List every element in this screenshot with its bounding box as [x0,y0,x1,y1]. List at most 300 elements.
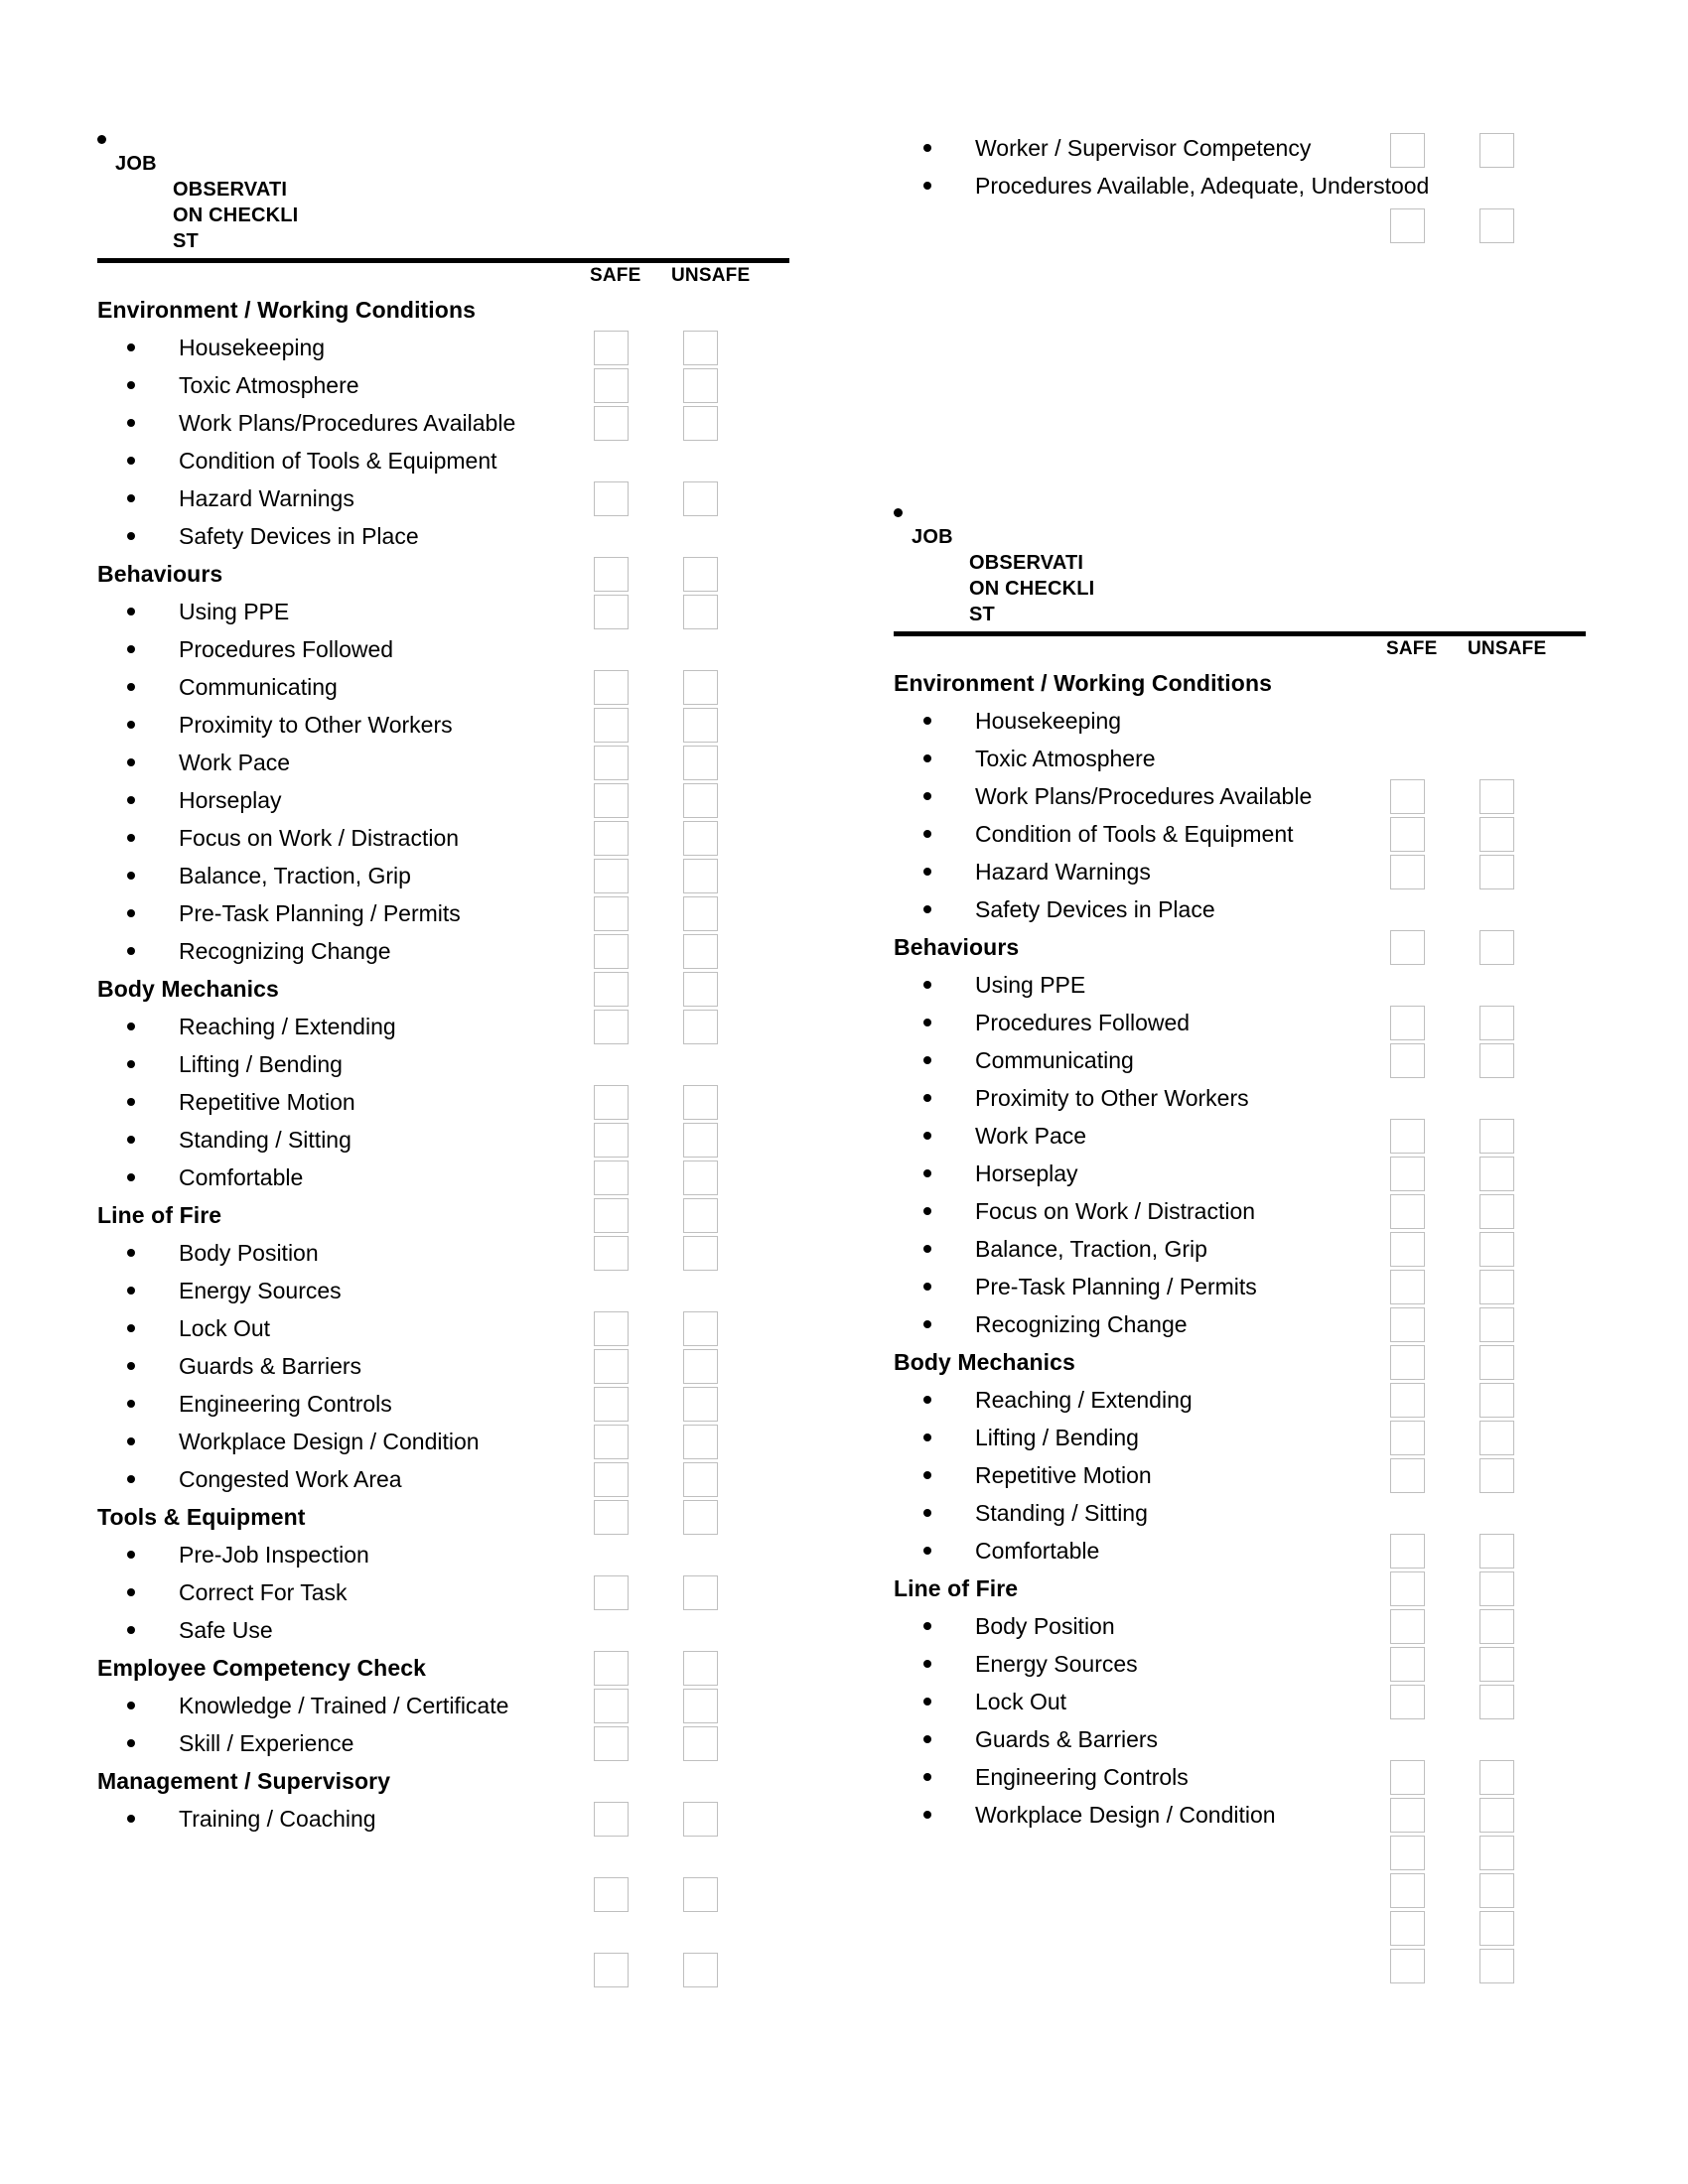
bullet-icon [923,717,931,725]
bullet-icon [127,909,135,917]
bullet-icon [923,754,931,762]
title-line-observation-checklist: OBSERVATION CHECKLIST [173,179,299,252]
checkbox-safe[interactable] [594,896,629,931]
bullet-icon [923,1622,931,1630]
checkbox-safe[interactable] [594,1425,629,1459]
checklist-item-label: Housekeeping [179,335,326,360]
checklist-item-label: Balance, Traction, Grip [179,863,411,888]
bullet-icon [127,1588,135,1596]
checklist-item-label: Work Pace [179,750,291,775]
section-title: Behaviours [894,934,1020,960]
bullet-icon [127,1437,135,1445]
checklist-item [894,702,1609,740]
checkbox-unsafe[interactable] [683,1123,718,1158]
checkbox-safe[interactable] [594,934,629,969]
checklist-item-label: Energy Sources [179,1278,342,1303]
checkbox-unsafe[interactable] [683,1651,718,1686]
bullet-icon [127,947,135,955]
checkbox-unsafe[interactable] [683,783,718,818]
bullet-icon [923,1660,931,1668]
bullet-icon [127,1362,135,1370]
checklist-item-label: Standing / Sitting [179,1127,352,1153]
checkbox-safe[interactable] [1390,1685,1425,1719]
checkbox-safe[interactable] [594,1010,629,1044]
checkbox-unsafe[interactable] [1479,930,1514,965]
checkbox-unsafe[interactable] [1479,1534,1514,1569]
column-header-safe: SAFE [590,265,641,286]
checklist-item [97,1272,812,1309]
bullet-icon [127,1023,135,1030]
checklist-item-label-first: Worker / Supervisor [975,135,1177,161]
checklist-item-label: Toxic Atmosphere [975,746,1156,771]
checklist-item-label: Housekeeping [975,708,1122,734]
checkbox-unsafe[interactable] [1479,779,1514,814]
checklist-item-label-first: Knowledge / Trained / [179,1693,400,1718]
checkbox-safe[interactable] [594,595,629,629]
checkbox-safe[interactable] [1390,1534,1425,1569]
checkbox-safe[interactable] [594,1500,629,1535]
column-header-unsafe: UNSAFE [671,265,751,286]
checklist-item-label: Congested Work Area [179,1466,402,1492]
checklist-item-label: Reaching / Extending [179,1014,396,1039]
checkbox-safe[interactable] [594,1311,629,1346]
checkbox-safe[interactable] [594,1123,629,1158]
checklist-item-label: Comfortable [975,1538,1100,1564]
checkbox-safe[interactable] [594,331,629,365]
checklist-item-label: Procedures Available, Adequate, Understood [894,167,1609,205]
checkbox-safe[interactable] [594,1236,629,1271]
checkbox-unsafe[interactable] [683,481,718,516]
checklist-item-label: Lock Out [179,1315,271,1341]
checkbox-safe[interactable] [594,368,629,403]
checkbox-safe[interactable] [594,746,629,780]
continuation-spacer [894,205,1609,502]
section-title: Body Mechanics [894,1349,1075,1375]
checkbox-safe[interactable] [1390,1270,1425,1304]
bullet-icon [127,1626,135,1634]
checkbox-safe[interactable] [1390,1383,1425,1418]
bullet-icon [127,1136,135,1144]
checkbox-safe[interactable] [1390,1873,1425,1908]
checkbox-safe[interactable] [1390,1043,1425,1078]
checkbox-safe[interactable] [594,406,629,441]
bullet-icon [923,1094,931,1102]
checkbox-unsafe[interactable] [1479,1949,1514,1983]
checkbox-safe[interactable] [1390,1194,1425,1229]
checkbox-safe[interactable] [594,1726,629,1761]
section-title: Environment / Working Conditions [97,297,476,323]
bullet-icon [923,1471,931,1479]
checklist-item-label: Engineering Controls [179,1391,392,1417]
checkbox-unsafe[interactable] [1479,1119,1514,1154]
bullet-icon [923,830,931,838]
bullet-icon [923,1056,931,1064]
left-column [97,129,812,1838]
checkbox-unsafe[interactable] [1479,1421,1514,1455]
bullet-icon [923,1811,931,1819]
section-title: Behaviours [97,561,223,587]
checklist-item [894,966,1609,1004]
right-column [894,129,1609,1834]
checklist-item-label: Skill / Experience [179,1730,354,1756]
checklist-item-label: Comfortable [179,1164,304,1190]
checkbox-unsafe[interactable] [683,670,718,705]
checklist-item-label: Procedures Followed [179,636,394,662]
checkbox-unsafe[interactable] [1479,1836,1514,1870]
checkbox-unsafe[interactable] [1479,855,1514,889]
checklist-item [97,1611,812,1649]
checkbox-safe[interactable] [594,1651,629,1686]
checklist-item-label: Reaching / Extending [975,1387,1193,1413]
bullet-icon [923,1132,931,1140]
title-bullet-icon [97,135,106,144]
checkbox-unsafe[interactable] [1479,1685,1514,1719]
checklist-item-label: Energy Sources [975,1651,1138,1677]
checklist-item-label: Training / Coaching [179,1806,376,1832]
title-line-observation-checklist: OBSERVATION CHECKLIST [969,552,1095,625]
checklist-item-label: Hazard Warnings [975,859,1151,885]
checkbox-safe[interactable] [594,1160,629,1195]
checklist-item-label-first: Work Plans/Procedures [975,783,1215,809]
checklist-item-label: Focus on Work / Distraction [179,825,460,851]
checklist-item-label-first: Workplace Design / [179,1429,376,1454]
checkbox-unsafe[interactable] [683,1198,718,1233]
bullet-icon [923,1735,931,1743]
checkbox-unsafe[interactable] [683,1311,718,1346]
checklist-item-label: Pre-Task Planning / Permits [975,1274,1257,1299]
checkbox-unsafe[interactable] [683,1236,718,1271]
checkbox-safe[interactable] [1390,1119,1425,1154]
checkbox-safe[interactable] [1390,855,1425,889]
checkbox-unsafe[interactable] [683,859,718,893]
checklist-item [894,1079,1609,1117]
bullet-icon [127,872,135,880]
checkbox-safe[interactable] [1390,1911,1425,1946]
bullet-icon [127,1287,135,1295]
bullet-icon [923,1245,931,1253]
bullet-icon [923,182,931,190]
left-column-inner [97,129,812,1838]
checkbox-safe[interactable] [594,1349,629,1384]
section-title: Employee Competency Check [97,1655,427,1681]
checkbox-unsafe[interactable] [1479,1270,1514,1304]
checkbox-safe[interactable] [1390,779,1425,814]
checkbox-safe[interactable] [594,1953,629,1987]
checkbox-unsafe[interactable] [683,595,718,629]
checklist-item-label: Safe Use [179,1617,273,1643]
checklist-item-label: Condition of Tools & Equipment [894,815,1609,853]
checkbox-safe[interactable] [1390,1232,1425,1267]
checkbox-safe[interactable] [594,708,629,743]
title-bullet-icon [894,508,903,517]
checklist-item-label: Standing / Sitting [975,1500,1148,1526]
column-headers [97,263,812,291]
checklist-item-label-first: Workplace Design / [975,1802,1173,1828]
checkbox-unsafe[interactable] [1479,1383,1514,1418]
checkbox-unsafe[interactable] [683,821,718,856]
checklist-item-label: Horseplay [179,787,282,813]
checklist-item-label: Safety Devices in Place [975,896,1215,922]
right-column-inner [894,129,1609,1834]
bullet-icon [127,683,135,691]
bullet-icon [127,1249,135,1257]
checklist-item-label-first: Condition of Tools & [975,821,1179,847]
checkbox-unsafe[interactable] [683,1575,718,1610]
checklist-item-label: Hazard Warnings [179,485,354,511]
checklist-item-label: Focus on Work / Distraction [975,1198,1256,1224]
checklist-item [894,167,1609,205]
bullet-icon [127,1173,135,1181]
checkbox-safe[interactable] [1390,1345,1425,1380]
bullet-icon [127,532,135,540]
checklist-item-label-first: Procedures Available, [975,173,1196,199]
bullet-icon [923,1320,931,1328]
checklist-item-label: Pre-Job Inspection [179,1542,369,1568]
bullet-icon [127,645,135,653]
checklist-item-label: Correct For Task [179,1579,348,1605]
checkbox-unsafe[interactable] [683,1387,718,1422]
checkbox-unsafe[interactable] [683,896,718,931]
checkbox-safe[interactable] [1390,1949,1425,1983]
bullet-icon [923,1773,931,1781]
checklist-item-label: Repetitive Motion [975,1462,1152,1488]
checklist-item-label: Work Plans/Procedures Available [894,777,1609,815]
checkbox-unsafe[interactable] [683,1953,718,1987]
checklist-item-label: Repetitive Motion [179,1089,355,1115]
checklist-item-label: Safety Devices in Place [179,523,419,549]
checkbox-safe[interactable] [1390,1798,1425,1833]
checkbox-safe[interactable] [594,859,629,893]
checklist-item-label: Work Pace [975,1123,1087,1149]
checkbox-safe[interactable] [1390,1836,1425,1870]
checklist-item-label: Worker / Supervisor Competency [894,129,1609,167]
checkbox-unsafe[interactable] [1479,208,1514,243]
checkbox-safe[interactable] [1390,930,1425,965]
checkbox-unsafe[interactable] [1479,1647,1514,1682]
bullet-icon [923,868,931,876]
checkbox-unsafe[interactable] [683,1802,718,1837]
checkbox-safe[interactable] [1390,1006,1425,1040]
bullet-icon [127,834,135,842]
bullet-icon [127,494,135,502]
checkbox-safe[interactable] [594,972,629,1007]
checkbox-unsafe[interactable] [683,746,718,780]
section-title: Line of Fire [97,1202,222,1228]
checkbox-unsafe[interactable] [1479,1345,1514,1380]
checkbox-unsafe[interactable] [683,1500,718,1535]
title-line-job: JOB [912,526,953,548]
checkbox-unsafe[interactable] [1479,1911,1514,1946]
checkbox-unsafe[interactable] [1479,133,1514,168]
column-headers [894,636,1609,664]
bullet-icon [127,1324,135,1332]
section-title: Environment / Working Conditions [894,670,1272,696]
checklist-item-label: Workplace Design / Condition [894,1796,1609,1834]
checkbox-safe[interactable] [594,1462,629,1497]
checkbox-unsafe[interactable] [683,972,718,1007]
checklist-item-label: Body Position [179,1240,319,1266]
bullet-icon [923,1698,931,1706]
checkbox-unsafe[interactable] [1479,1458,1514,1493]
checkbox-unsafe[interactable] [683,1010,718,1044]
checkbox-safe[interactable] [594,1085,629,1120]
checklist-item-label: Proximity to Other Workers [975,1085,1249,1111]
checklist-item [97,1045,812,1083]
checkbox-safe[interactable] [1390,1458,1425,1493]
checkbox-unsafe[interactable] [1479,1232,1514,1267]
checkbox-unsafe[interactable] [1479,1571,1514,1606]
checkbox-unsafe[interactable] [683,1349,718,1384]
checkbox-unsafe[interactable] [683,1689,718,1723]
checklist-item-label: Guards & Barriers [179,1353,362,1379]
bullet-icon [923,905,931,913]
bullet-icon [923,1433,931,1441]
bullet-icon [923,1509,931,1517]
bullet-icon [127,1739,135,1747]
checkbox-unsafe[interactable] [1479,1873,1514,1908]
checklist-item-label: Engineering Controls [975,1764,1189,1790]
checkbox-unsafe[interactable] [683,1726,718,1761]
checkbox-unsafe[interactable] [1479,1006,1514,1040]
checklist-item-label: Condition of Tools & Equipment [97,442,812,479]
column-header-unsafe: UNSAFE [1468,638,1547,659]
checklist-item [894,890,1609,928]
checklist-item [97,1536,812,1573]
checkbox-safe[interactable] [1390,1760,1425,1795]
bullet-icon [127,1551,135,1559]
checkbox-unsafe[interactable] [683,557,718,592]
section-title: Management / Supervisory [97,1768,391,1794]
checklist-item-label: Lock Out [975,1689,1067,1714]
bullet-icon [923,1547,931,1555]
checklist-item [97,517,812,555]
section-title: Line of Fire [894,1575,1019,1601]
bullet-icon [127,343,135,351]
bullet-icon [127,758,135,766]
bullet-icon [127,1098,135,1106]
checkbox-safe[interactable] [594,1689,629,1723]
checkbox-unsafe[interactable] [1479,1157,1514,1191]
checkbox-unsafe[interactable] [1479,1760,1514,1795]
checkbox-safe[interactable] [1390,133,1425,168]
checkbox-unsafe[interactable] [1479,1043,1514,1078]
bullet-icon [923,1207,931,1215]
bullet-icon [127,721,135,729]
column-header-safe: SAFE [1386,638,1438,659]
checklist-item-label: Guards & Barriers [975,1726,1159,1752]
checkbox-safe[interactable] [594,783,629,818]
checklist-item-label: Proximity to Other Workers [179,712,453,738]
checklist-item [97,442,812,479]
checklist-item [894,1494,1609,1532]
bullet-icon [127,1475,135,1483]
bullet-icon [127,1815,135,1823]
checklist-item-label: Lifting / Bending [975,1425,1139,1450]
document-title-block [894,502,1609,627]
checklist-item-label: Using PPE [975,972,1086,998]
checkbox-unsafe[interactable] [683,1160,718,1195]
checklist-item-label: Communicating [179,674,338,700]
checkbox-unsafe[interactable] [683,1425,718,1459]
checkbox-unsafe[interactable] [1479,817,1514,852]
checkbox-unsafe[interactable] [683,406,718,441]
checkbox-safe[interactable] [594,557,629,592]
section-title: Tools & Equipment [97,1504,306,1530]
checkbox-safe[interactable] [1390,1421,1425,1455]
checkbox-unsafe[interactable] [683,1462,718,1497]
section-title: Body Mechanics [97,976,279,1002]
checklist-item-label: Body Position [975,1613,1115,1639]
checklist-item-label: Procedures Followed [975,1010,1191,1035]
checklist-item-label: Using PPE [179,599,290,624]
checklist-item-label: Communicating [975,1047,1134,1073]
checkbox-safe[interactable] [1390,1307,1425,1342]
checkbox-unsafe[interactable] [1479,1307,1514,1342]
checkbox-unsafe[interactable] [683,934,718,969]
checklist-item [97,630,812,668]
checkbox-safe[interactable] [1390,1647,1425,1682]
checkbox-safe[interactable] [594,481,629,516]
checkbox-unsafe[interactable] [1479,1609,1514,1644]
checkbox-unsafe[interactable] [683,708,718,743]
checkbox-unsafe[interactable] [683,368,718,403]
checkbox-unsafe[interactable] [683,331,718,365]
bullet-icon [127,1400,135,1408]
checklist-item-label: Balance, Traction, Grip [975,1236,1207,1262]
checkbox-unsafe[interactable] [683,1085,718,1120]
checklist-item [894,1720,1609,1758]
checkbox-unsafe[interactable] [1479,1798,1514,1833]
checkbox-unsafe[interactable] [683,1877,718,1912]
checkbox-safe[interactable] [1390,1157,1425,1191]
checkbox-unsafe[interactable] [1479,1194,1514,1229]
checklist-item-label: Workplace Design / Condition [97,1423,812,1460]
checkbox-safe[interactable] [594,1575,629,1610]
checkbox-safe[interactable] [1390,817,1425,852]
checklist-item-label: Recognizing Change [975,1311,1188,1337]
checklist-item-label-first: Work Plans/Procedures [179,410,419,436]
checkbox-safe[interactable] [1390,208,1425,243]
bullet-icon [127,1702,135,1709]
checkbox-safe[interactable] [594,821,629,856]
bullet-icon [127,796,135,804]
checkbox-safe[interactable] [1390,1609,1425,1644]
bullet-icon [923,1169,931,1177]
checkbox-safe[interactable] [1390,1571,1425,1606]
bullet-icon [127,457,135,465]
bullet-icon [127,608,135,615]
checkbox-safe[interactable] [594,1877,629,1912]
bullet-icon [127,381,135,389]
bullet-icon [923,144,931,152]
checkbox-safe[interactable] [594,1387,629,1422]
checkbox-safe[interactable] [594,1802,629,1837]
title-line-job: JOB [115,153,157,175]
bullet-icon [127,419,135,427]
checklist-item-label: Knowledge / Trained / Certificate [97,1687,812,1724]
checklist-item-label: Work Plans/Procedures Available [97,404,812,442]
checkbox-safe[interactable] [594,1198,629,1233]
bullet-icon [923,792,931,800]
checklist-item-label: Recognizing Change [179,938,391,964]
bullet-icon [923,1283,931,1291]
bullet-icon [923,981,931,989]
checklist-item [894,740,1609,777]
bullet-icon [923,1396,931,1404]
checklist-item-label: Toxic Atmosphere [179,372,359,398]
checklist-item-label-first: Condition of Tools & [179,448,382,474]
checkbox-safe[interactable] [594,670,629,705]
